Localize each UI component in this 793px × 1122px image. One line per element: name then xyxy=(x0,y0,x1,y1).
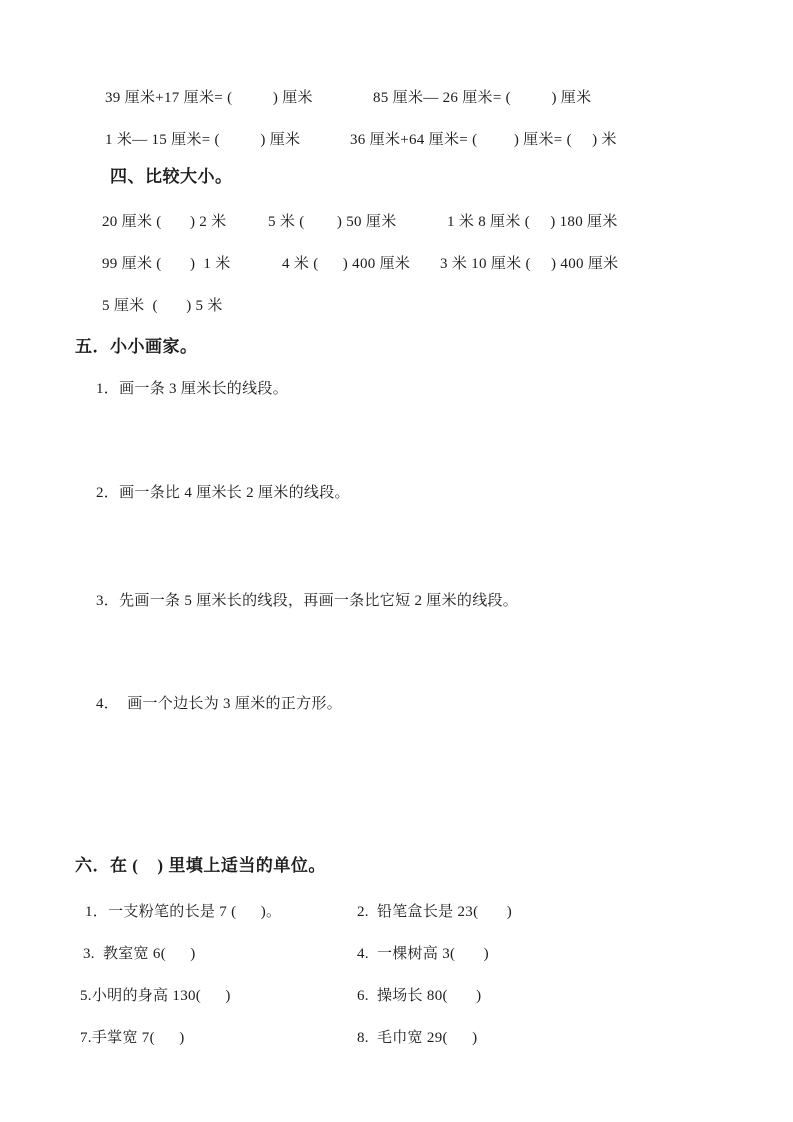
compare-r2c3: 3 米 10 厘米 ( ) 400 厘米 xyxy=(440,256,619,272)
units-item-1: 1．一支粉笔的长是 7 ( )。 xyxy=(85,904,282,920)
drawing-item-1: 1．画一条 3 厘米长的线段。 xyxy=(96,381,289,397)
conversion-row1-right: 85 厘米— 26 厘米= ( ) 厘米 xyxy=(373,90,592,106)
units-item-5: 5.小明的身高 130( ) xyxy=(80,988,231,1004)
units-item-3: 3. 教室宽 6( ) xyxy=(83,946,196,962)
units-item-2: 2. 铅笔盒长是 23( ) xyxy=(357,904,513,920)
compare-r2c2: 4 米 ( ) 400 厘米 xyxy=(282,256,411,272)
section5-heading: 五．小小画家。 xyxy=(75,337,198,356)
compare-r3c1: 5 厘米 ( ) 5 米 xyxy=(102,298,223,314)
drawing-item-3: 3．先画一条 5 厘米长的线段，再画一条比它短 2 厘米的线段。 xyxy=(96,593,519,609)
drawing-item-4: 4． 画一个边长为 3 厘米的正方形。 xyxy=(96,696,343,712)
conversion-row1-left: 39 厘米+17 厘米= ( ) 厘米 xyxy=(105,90,313,106)
compare-r1c2: 5 米 ( ) 50 厘米 xyxy=(268,214,397,230)
units-item-4: 4. 一棵树高 3( ) xyxy=(357,946,489,962)
compare-r2c1: 99 厘米 ( ) 1 米 xyxy=(102,256,231,272)
section4-heading: 四、比较大小。 xyxy=(110,167,233,186)
units-item-8: 8. 毛巾宽 29( ) xyxy=(357,1030,478,1046)
units-item-6: 6. 操场长 80( ) xyxy=(357,988,482,1004)
drawing-item-2: 2．画一条比 4 厘米长 2 厘米的线段。 xyxy=(96,485,350,501)
compare-r1c1: 20 厘米 ( ) 2 米 xyxy=(102,214,227,230)
section6-heading: 六．在 ( ) 里填上适当的单位。 xyxy=(75,856,326,875)
units-item-7: 7.手掌宽 7( ) xyxy=(80,1030,185,1046)
conversion-row2-left: 1 米— 15 厘米= ( ) 厘米 xyxy=(105,132,301,148)
conversion-row2-right: 36 厘米+64 厘米= ( ) 厘米= ( ) 米 xyxy=(350,132,617,148)
compare-r1c3: 1 米 8 厘米 ( ) 180 厘米 xyxy=(447,214,618,230)
